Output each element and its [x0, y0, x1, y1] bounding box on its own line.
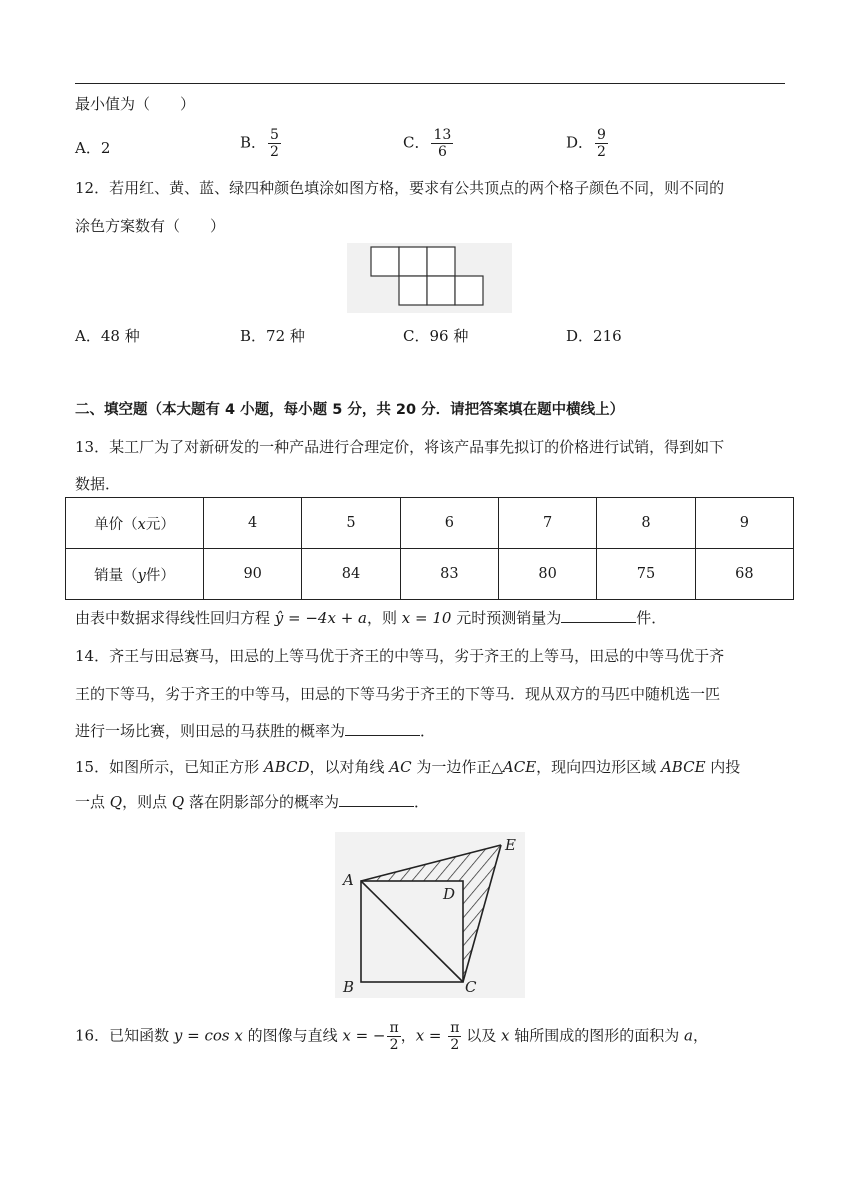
q13-after-table: 由表中数据求得线性回归方程 ŷ = −4x + a，则 x = 10 元时预测销量为 件．	[75, 609, 667, 627]
label-e: E	[505, 836, 516, 854]
table-cell: 8	[597, 498, 695, 549]
q11-option-c: C． $\frac{13}{6}$	[403, 127, 452, 161]
table-row	[66, 549, 794, 600]
table-cell: 68	[695, 549, 793, 600]
table-cell: 84	[302, 549, 400, 600]
grid-cell	[371, 247, 399, 276]
q12-line1: 12．若用红、黄、蓝、绿四种颜色填涂如图方格，要求有公共顶点的两个格子颜色不同，则不同的	[75, 179, 725, 197]
q14-line2: 王的下等马，劣于齐王的中等马，田忌的下等马劣于齐王的下等马．现从双方的马匹中随机选一匹	[75, 685, 721, 703]
grid-cell	[427, 247, 455, 276]
grid-cell	[455, 276, 483, 305]
table-cell: 5	[302, 498, 400, 549]
q12-option-c: C．96 种	[403, 327, 469, 345]
row-header-sales: 销量（y件）	[66, 549, 204, 600]
q13-line2: 数据．	[75, 475, 121, 493]
table-cell: 6	[400, 498, 498, 549]
answer-blank	[345, 721, 420, 736]
q12-grid-figure	[347, 243, 512, 313]
table-cell: 80	[498, 549, 596, 600]
table-cell: 90	[204, 549, 302, 600]
fraction: $\frac{13}{6}$	[433, 127, 452, 161]
q15-line1: 15．如图所示，已知正方形 ABCD，以对角线 AC 为一边作正△ACE，现向四边形区域 ABCE 内投	[75, 758, 741, 776]
label-c: C	[465, 978, 477, 996]
grid-cell	[399, 247, 427, 276]
answer-blank	[561, 608, 636, 623]
q11-option-b: B． $\frac{5}{2}$	[240, 127, 279, 161]
header-rule	[75, 83, 785, 84]
table-cell: 4	[204, 498, 302, 549]
q14-line3: 进行一场比赛，则田忌的马获胜的概率为 ．	[75, 722, 436, 740]
table-row	[66, 498, 794, 549]
fraction: $\frac{\pi}{2}$	[389, 1020, 399, 1054]
grid-cell	[427, 276, 455, 305]
table-cell: 7	[498, 498, 596, 549]
q15-geometry-figure	[335, 832, 525, 998]
grid-cell	[399, 276, 427, 305]
q12-option-d: D．216	[566, 327, 622, 345]
label-a: A	[343, 871, 354, 889]
q16-line: 16．已知函数 y = cos x 的图像与直线 x = − $\frac{\pi}{2}$ ，x = $\frac{\pi}{2}$ 以及 x 轴所围成的图形的面积为 a，	[75, 1020, 709, 1054]
section-title: 二、填空题（本大题有 4 小题，每小题 5 分，共 20 分．请把答案填在题中横线上）	[75, 402, 625, 418]
regression-equation: ŷ = −4x + a	[274, 609, 367, 627]
q11-option-a: A．2	[75, 139, 111, 157]
q12-line2: 涂色方案数有（ ）	[75, 217, 226, 235]
q11-stem: 最小值为（ ）	[75, 95, 196, 113]
q12-option-a: A．48 种	[75, 327, 140, 345]
answer-blank	[339, 792, 414, 807]
table-cell: 9	[695, 498, 793, 549]
q15-line2: 一点 Q，则点 Q 落在阴影部分的概率为 ．	[75, 793, 429, 811]
fraction: $\frac{\pi}{2}$	[450, 1020, 460, 1054]
fraction: $\frac{5}{2}$	[270, 127, 279, 161]
q11-option-d: D． $\frac{9}{2}$	[566, 127, 606, 161]
label-b: B	[343, 978, 355, 996]
q14-line1: 14．齐王与田忌赛马，田忌的上等马优于齐王的中等马，劣于齐王的上等马，田忌的中等马优于齐	[75, 647, 725, 665]
label-d: D	[443, 885, 456, 903]
table-cell: 83	[400, 549, 498, 600]
q13-data-table	[65, 497, 794, 600]
q12-option-b: B．72 种	[240, 327, 305, 345]
q13-line1: 13．某工厂为了对新研发的一种产品进行合理定价，将该产品事先拟订的价格进行试销，得到如下	[75, 438, 725, 456]
row-header-price: 单价（x元）	[66, 498, 204, 549]
fraction: $\frac{9}{2}$	[597, 127, 606, 161]
table-cell: 75	[597, 549, 695, 600]
